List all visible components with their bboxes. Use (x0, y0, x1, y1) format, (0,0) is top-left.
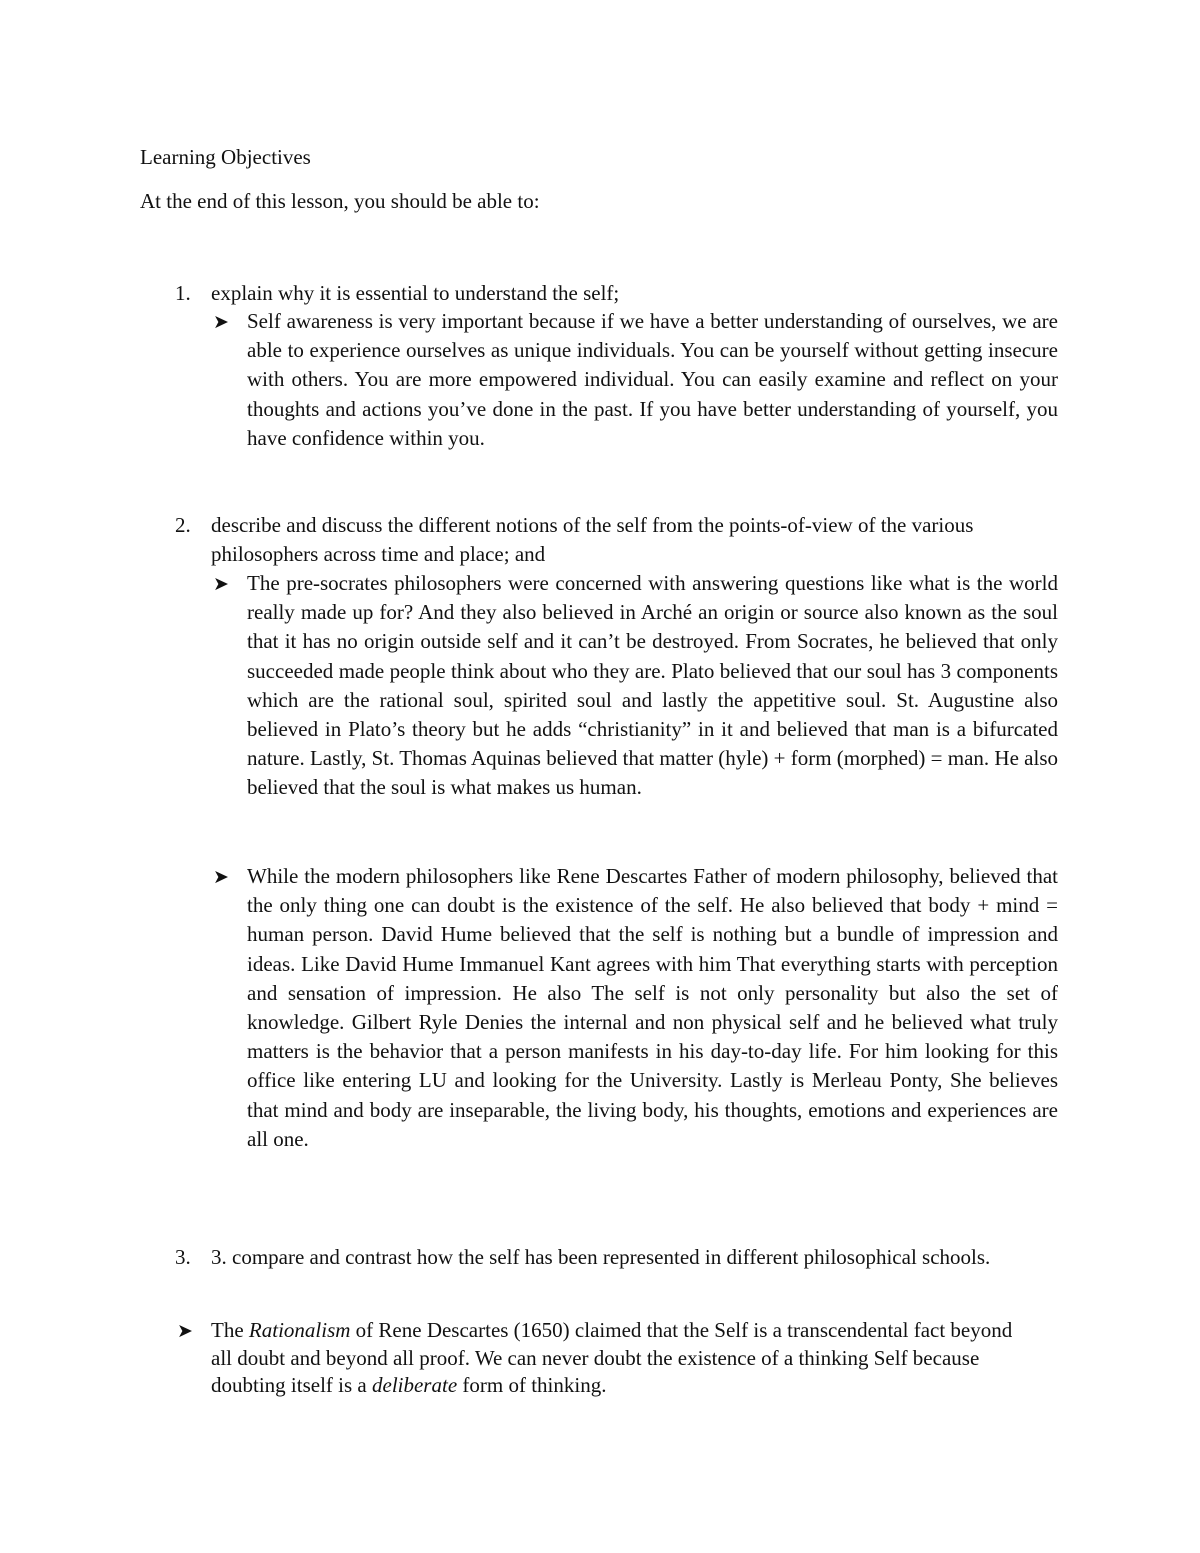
arrowhead-bullet-icon: ➤ (213, 867, 229, 888)
objective-2-number: 2. (175, 513, 191, 537)
objective-3-answer (211, 1317, 1023, 1400)
answer-italic-term: deliberate (372, 1373, 458, 1397)
objective-1-text: explain why it is essential to understand the self; (211, 281, 620, 305)
objective-1-number: 1. (175, 281, 191, 305)
objective-1-answer: Self awareness is very important because if we have a better understanding of ourselves, we are able to experience ourselves as unique individuals. You can be yourself without getting insecure with others. You are more empowered individual. You can easily examine and reflect on your thoughts and actions you’ve done in the past. If you have better understanding of yourself, you have confidence within you. (247, 309, 1058, 450)
objective-2-text: describe and discuss the different notions of the self from the points-of-view of the various philosophers across time and place; and (211, 513, 974, 566)
answer-text: The (211, 1318, 249, 1342)
intro-text: At the end of this lesson, you should be able to: (140, 189, 540, 213)
answer-text: of Rene Descartes (1650) claimed that the Self is a transcendental fact beyond all doubt and beyond all proof. We can never doubt the existence of a thinking Self because doubting itself is a (211, 1318, 1013, 1397)
answer-italic-term: Rationalism (248, 1318, 351, 1342)
objective-2-answer-2: While the modern philosophers like Rene Descartes Father of modern philosophy, believed that the only thing one can doubt is the existence of the self. He also believed that body + mind = human person. David Hume believed that the self is nothing but a bundle of impression and ideas. Like David Hume Immanuel Kant agrees with him That everything starts with perception and sensation of impression. He also The self is not only personality but also the set of knowledge. Gilbert Ryle Denies the internal and non physical self and he believed what truly matters is the behavior that a person manifests in his day-to-day life. For him looking for this office like entering LU and looking for the University. Lastly is Merleau Ponty, She believes that mind and body are inseparable, the living body, his thoughts, emotions and experiences are all one. (247, 864, 1058, 1151)
arrowhead-bullet-icon: ➤ (177, 1321, 193, 1342)
answer-text: form of thinking. (457, 1373, 607, 1397)
objective-3-number: 3. (175, 1245, 191, 1269)
arrowhead-bullet-icon: ➤ (213, 312, 229, 333)
arrowhead-bullet-icon: ➤ (213, 574, 229, 595)
objective-2-answer-1: The pre-socrates philosophers were concerned with answering questions like what is the world really made up for? And they also believed in Arché an origin or source also known as the soul that it has no origin outside self and it can’t be destroyed. From Socrates, he believed that only succeeded made people think about who they are. Plato believed that our soul has 3 components which are the rational soul, spirited soul and lastly the appetitive soul. St. Augustine also believed in Plato’s theory but he adds “christianity” in it and believed that man is a bifurcated nature. Lastly, St. Thomas Aquinas believed that matter (hyle) + form (morphed) = man. He also believed that the soul is what makes us human. (247, 571, 1058, 800)
objective-3-text: 3. compare and contrast how the self has been represented in different philosophical schools. (211, 1245, 991, 1269)
page-title: Learning Objectives (140, 145, 311, 169)
